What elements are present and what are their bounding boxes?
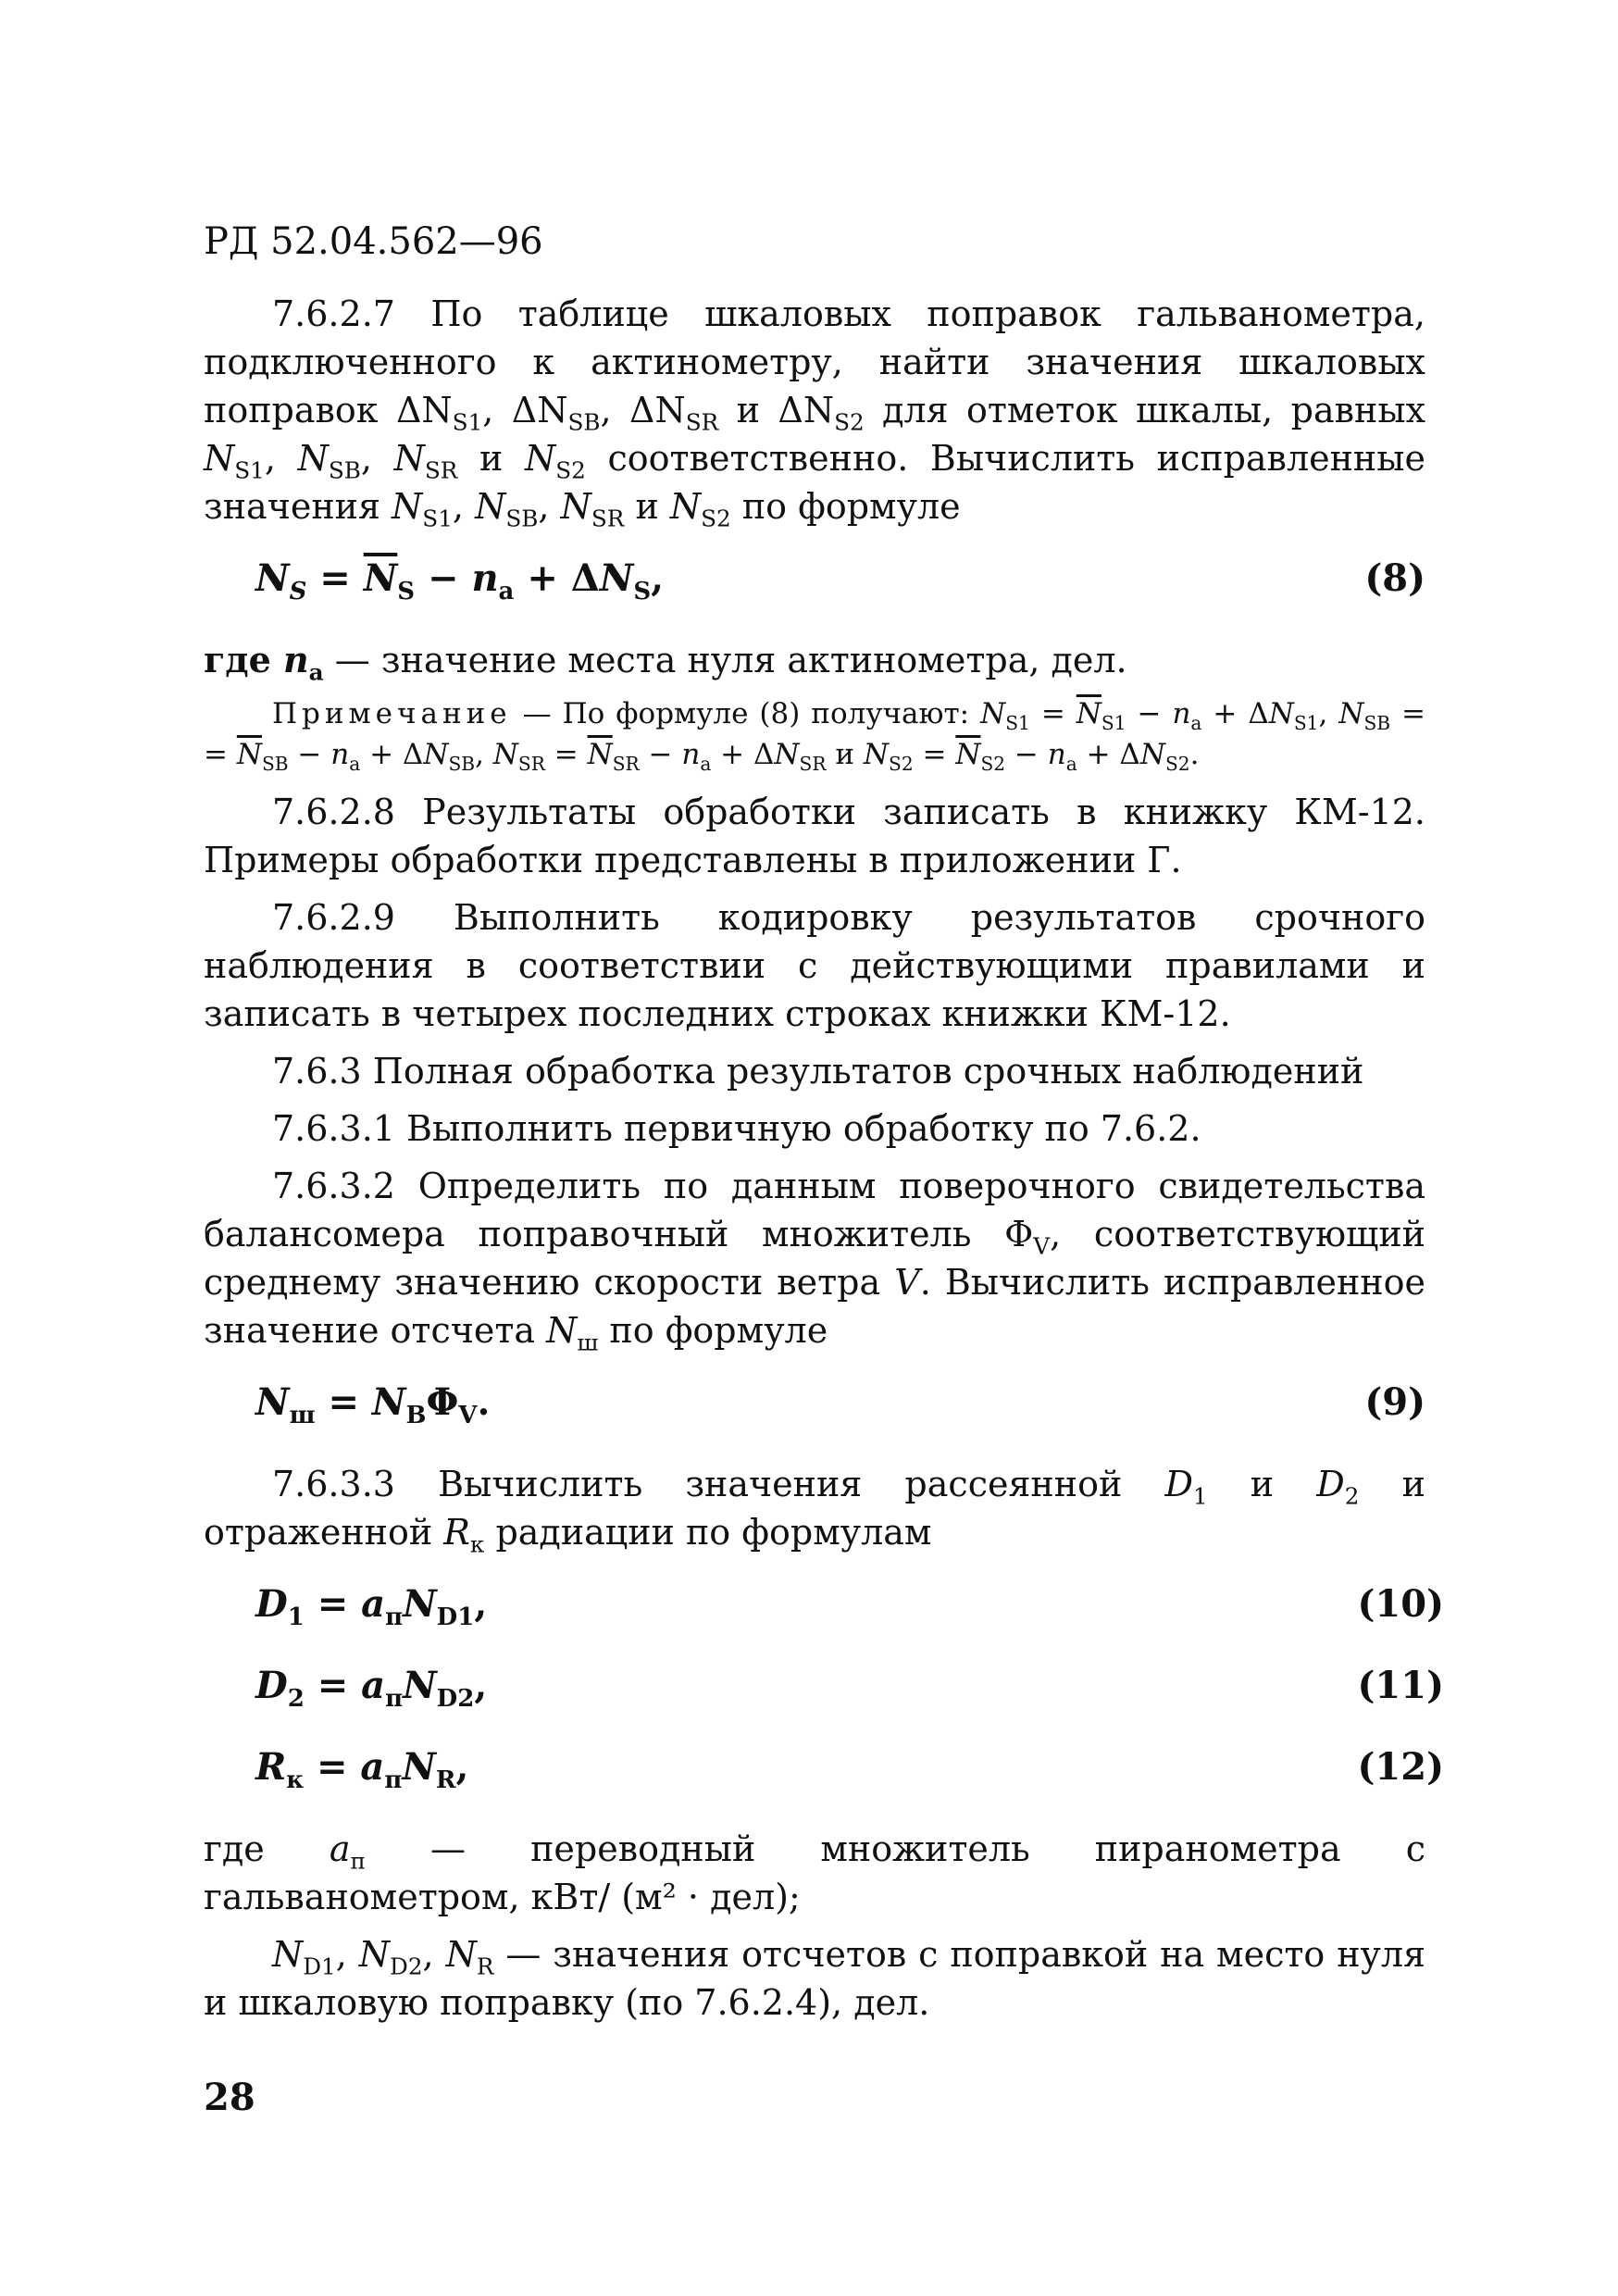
equation-11: $D_2 = a_пN_{D2}$, (11) — [255, 1664, 1444, 1713]
equation-number: (8) — [1364, 556, 1425, 600]
where-an-definition: где $a_п$ — переводный множитель пиранометра с гальванометром, кВт/ (м² · дел); — [204, 1828, 1425, 1917]
equation-number: (12) — [1357, 1745, 1444, 1789]
equation-9: $N_ш = N_B\Phi_V$. (9) — [255, 1380, 1425, 1429]
paragraph-7-6-3: 7.6.3 Полная обработка результатов срочных наблюдений — [272, 1051, 1364, 1092]
equation-12: $R_к = a_пN_R$, (12) — [255, 1745, 1444, 1794]
readings-definition: $N_{D1}$, $N_{D2}$, $N_R$ — значения отсчетов с поправкой на место нуля и шкаловую поправку (по 7.6.2.4), дел. — [204, 1934, 1425, 2023]
note-paragraph: Примечание — По формуле (8) получают: $N_{S1} = \overline{N}_{S1} - n_а + \Delta N_{S1}$, $N_{SB}$ = = $\overline{N}_{SB} - n_а + \Delta N_{SB}$, $N_{SR} = \overline{N}_{SR} - n_а + \Delta N_{SR}$ и $N_{S2} = \overline{N}_{S2} - n_а + \Delta N_{S2}$. — [204, 697, 1426, 776]
page-number: 28 — [204, 2076, 255, 2119]
equation-8: $N_S = \overline{N}_S - n_а + \Delta N_S$, (8) — [255, 556, 1425, 605]
document-header: РД 52.04.562—96 — [204, 220, 543, 263]
paragraph-7-6-2-8: 7.6.2.8 Результаты обработки записать в книжку КМ-12. Примеры обработки представлены в приложении Г. — [204, 792, 1425, 880]
paragraph-7-6-3-3: 7.6.3.3 Вычислить значения рассеянной $D_1$ и $D_2$ и отраженной $R_к$ радиации по формулам — [204, 1464, 1425, 1558]
where-na-definition: где $n_а$ — значение места нуля актинометра, дел. — [204, 639, 1127, 686]
document-page — [204, 218, 1444, 2036]
equation-number: (9) — [1364, 1380, 1425, 1424]
equation-number: (11) — [1357, 1664, 1444, 1707]
equation-number: (10) — [1357, 1582, 1444, 1626]
paragraph-7-6-2-9: 7.6.2.9 Выполнить кодировку результатов срочного наблюдения в соответствии с действующими правилами и записать в четырех последних строках книжки КМ-12. — [204, 897, 1425, 1034]
paragraph-7-6-3-2: 7.6.3.2 Определить по данным поверочного свидетельства балансомера поправочный множитель $\Phi_V$, соответствующий среднему значению скорости ветра V. Вычислить исправленное значение отсчета $N_ш$ по формуле — [204, 1166, 1426, 1356]
paragraph-7-6-3-1: 7.6.3.1 Выполнить первичную обработку по 7.6.2. — [272, 1108, 1201, 1149]
equation-10: $D_1 = a_пN_{D1}$, (10) — [255, 1582, 1444, 1631]
paragraph-7-6-2-7: 7.6.2.7 По таблице шкаловых поправок гальванометра, подключенного к актинометру, найти значения шкаловых поправок $\Delta N_{S1}$, $\Delta N_{SB}$, $\Delta N_{SR}$ и $\Delta N_{S2}$ для отметок шкалы, равных $N_{S1}$, $N_{SB}$, $N_{SR}$ и $N_{S2}$ соответственно. Вычислить исправленные значения $N_{S1}$, $N_{SB}$, $N_{SR}$ и $N_{S2}$ по формуле — [204, 293, 1425, 532]
